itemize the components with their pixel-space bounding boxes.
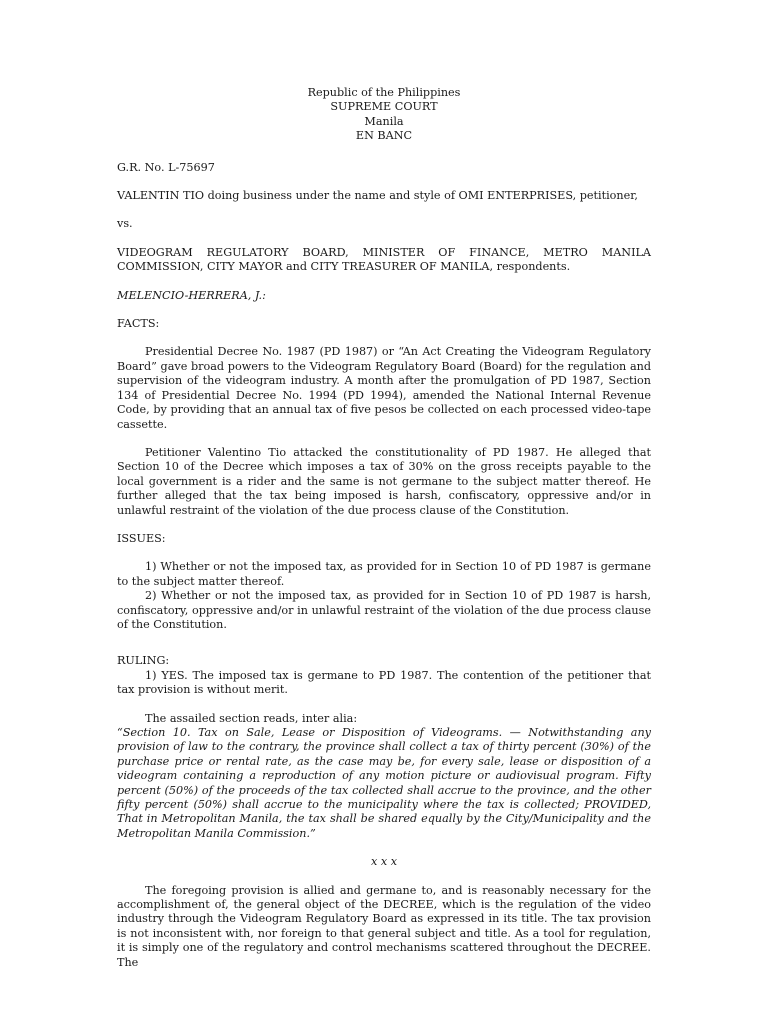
header-court: SUPREME COURT [330,100,438,114]
petitioner-line: VALENTIN TIO doing business under the name and style of OMI ENTERPRISES, petitioner, [117,189,638,203]
quoted-section: “Section 10. Tax on Sale, Lease or Disposition of Videograms. — Notwithstanding any provision of law to the contrary, the province shall collect a tax of thirty percent (30%) of the purchase price or rental rate, as the case may be, for every sale, lease or disposition of a videogram containing a reproduction of any motion picture or audiovisual program. Fifty percent (50%) of the proceeds of the tax collected shall accrue to the province, and the other fifty percent (50%) shall accrue to the municipality where the tax is collected; PROVIDED, That in Metropolitan Manila, the tax shall be shared equally by the City/Municipality and the Metropolitan Manila Commission.” [117,726,651,840]
facts-paragraph-1: Presidential Decree No. 1987 (PD 1987) or “An Act Creating the Videogram Regulatory Board” gave broad powers to the Videogram Regulatory Board (Board) for the regulation and supervision of the videogram industry. A month after the promulgation of PD 1987, Section 134 of Presidential Decree No. 1994 (PD 1994), amended the National Internal Revenue Code, by providing that an annual tax of five pesos be collected on each processed video-tape cassette. [117,345,651,431]
issue-2: 2) Whether or not the imposed tax, as provided for in Section 10 of PD 1987 is harsh, confiscatory, oppressive and/or in unlawful restraint of the violation of the due process clause of the Constitution. [117,589,651,631]
header-city: Manila [364,114,404,128]
ponente: MELENCIO-HERRERA, J.: [117,288,266,302]
document-page [117,86,651,970]
assailed-intro: The assailed section reads, inter alia: [145,711,358,725]
header-republic: Republic of the Philippines [307,86,461,99]
ruling-1: 1) YES. The imposed tax is germane to PD 1987. The contention of the petitioner that tax provision is without merit. [117,668,651,697]
issue-1: 1) Whether or not the imposed tax, as provided for in Section 10 of PD 1987 is germane to the subject matter thereof. [117,560,651,588]
facts-heading: FACTS: [117,317,160,331]
final-paragraph: The foregoing provision is allied and germane to, and is reasonably necessary for the accomplishment of, the general object of the DECREE, which is the regulation of the video industry through the Videogram Regulatory Board as expressed in its title. The tax provision is not inconsistent with, nor foreign to that general subject and title. As a tool for regulation, it is simply one of the regulatory and control mechanisms scattered throughout the DECREE. The [117,883,651,969]
header-division: EN BANC [355,129,413,143]
facts-paragraph-2: Petitioner Valentino Tio attacked the constitutionality of PD 1987. He alleged that Section 10 of the Decree which imposes a tax of 30% on the gross receipts payable to the local government is a rider and the same is not germane to the subject matter thereof. He further alleged that the tax being imposed is harsh, confiscatory, oppressive and/or in unlawful restraint of the violation of the due process clause of the Constitution. [117,445,651,517]
court-header [117,86,651,144]
ellipsis-marker: x x x [370,855,398,869]
respondents-line: VIDEOGRAM REGULATORY BOARD, MINISTER OF FINANCE, METRO MANILA COMMISSION, CITY MAYOR and CITY TREASURER OF MANILA, respondents. [117,245,651,274]
versus: vs. [117,217,133,231]
case-number: G.R. No. L-75697 [117,160,215,174]
issues-heading: ISSUES: [117,531,166,545]
ruling-heading: RULING: [117,654,170,668]
